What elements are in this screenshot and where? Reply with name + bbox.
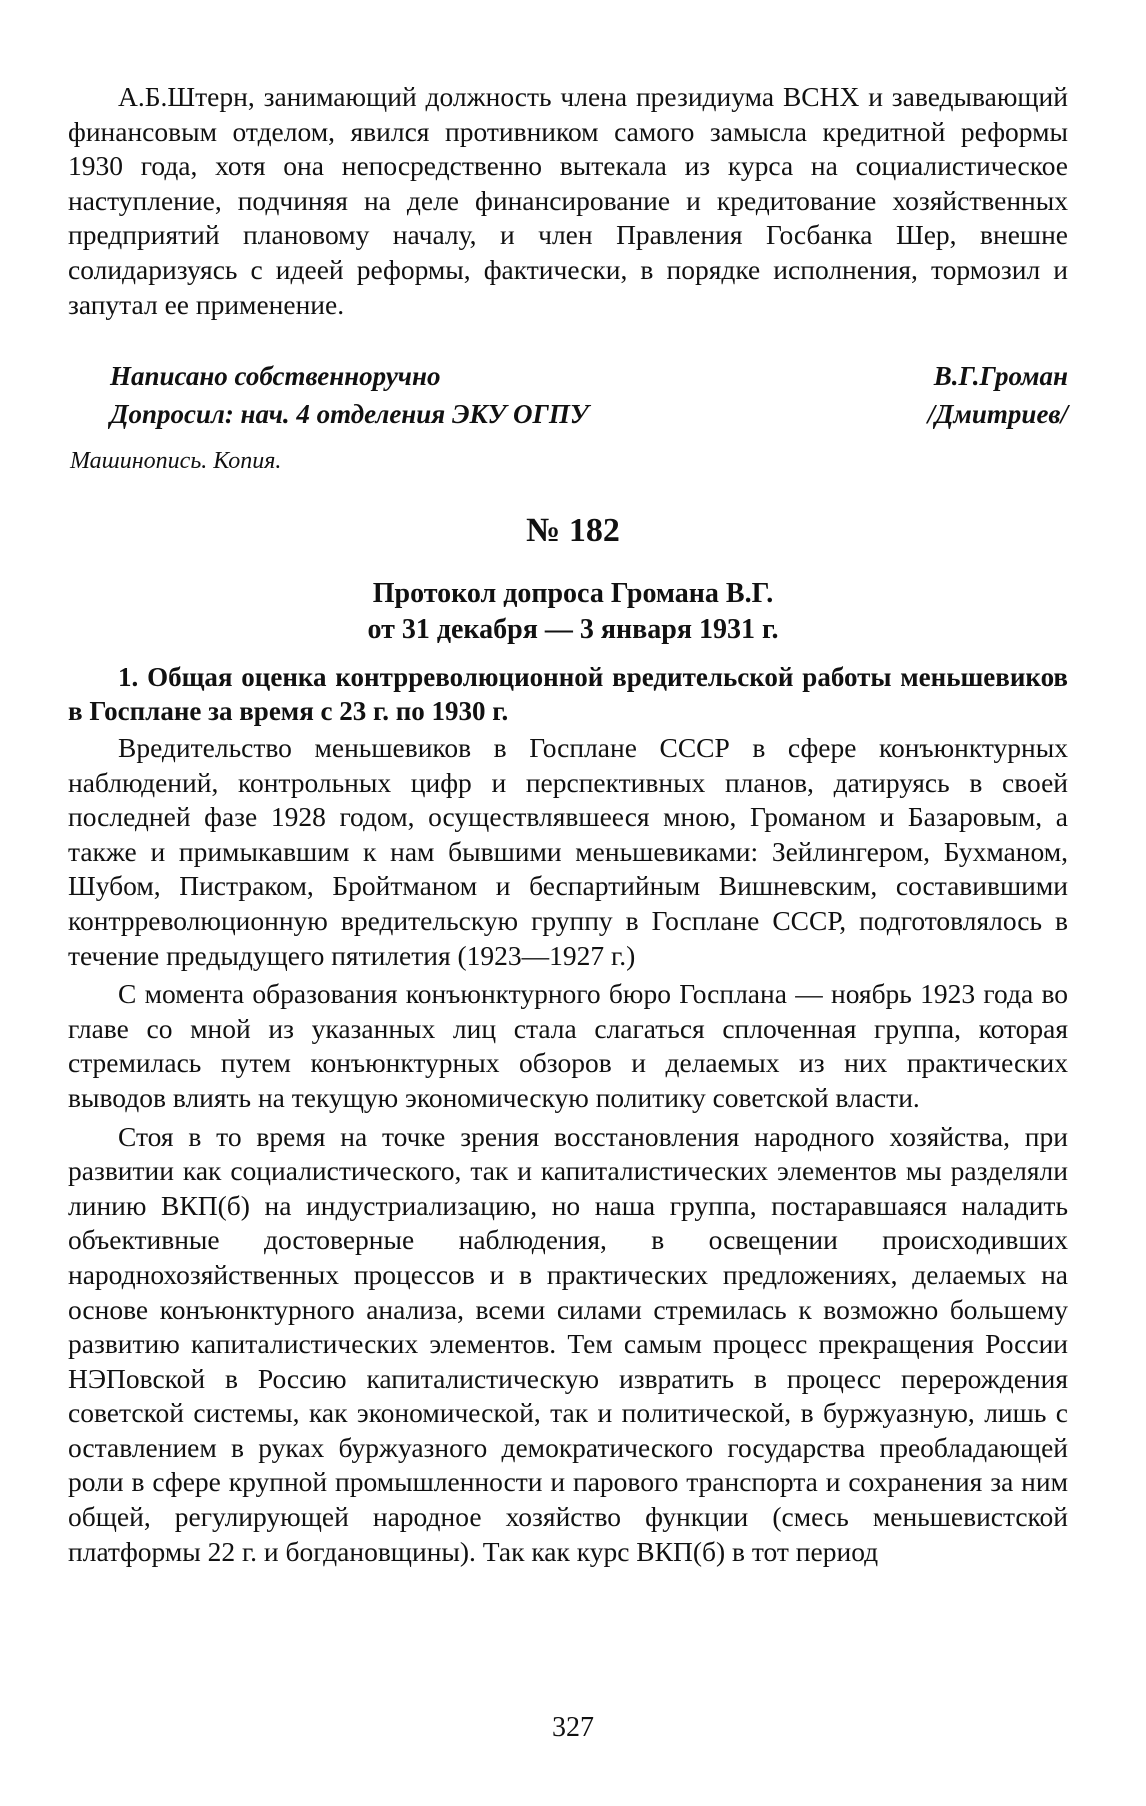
signature-interrogator: Допросил: нач. 4 отделения ЭКУ ОГПУ [110, 399, 589, 429]
page-number: 327 [552, 1712, 594, 1743]
signature-line-1 [110, 359, 1068, 393]
section-heading: 1. Общая оценка контрреволюционной вредительской работы меньшевиков в Госплане за время с 23 г. по 1930 г. [68, 662, 1068, 726]
top-paragraph: А.Б.Штерн, занимающий должность члена президиума ВСНХ и заведывающий финансовым отделом, явился противником самого замысла кредитной реформы 1930 года, хотя она непосредственно вытекала из курса на социалистическое наступление, подчиняя на деле финансирование и кредитование хозяйственных предприятий плановому началу, и член Правления Госбанка Шер, внешне солидаризуясь с идеей реформы, фактически, в порядке исполнения, тормозил и запутал ее применение. [68, 81, 1068, 320]
top-paragraph-block [68, 80, 1068, 322]
document-title-line-2: от 31 декабря — 3 января 1931 г. [367, 614, 779, 645]
source-note: Машинопись. Копия. [70, 448, 282, 474]
signature-line-2 [110, 397, 1068, 431]
body-paragraph-3: Стоя в то время на точке зрения восстановления народного хозяйства, при развитии как социалистического, так и капиталистических элементов мы разделяли линию ВКП(б) на индустриализацию, но наша группа, постаравшаяся наладить объективные достоверные наблюдения, в освещении происходивших народнохозяйственных процессов и в практических предложениях, делаемых на основе конъюнктурного анализа, всеми силами стремилась к возможно большему развитию капиталистических элементов. Тем самым процесс прекращения России НЭПовской в Россию капиталистическую извратить в процесс перерождения советской системы, как экономической, так и политической, в буржуазную, лишь с оставлением в руках буржуазного демократического государства преобладающей роли в сфере крупной промышленности и парового транспорта и сохранения за ним общей, регулирующей народное хозяйство функции (смесь меньшевистской платформы 22 г. и богдановщины). Так как курс ВКП(б) в тот период [68, 1120, 1068, 1567]
section-heading-block [68, 660, 1068, 728]
document-title [0, 576, 1146, 648]
document-title-line-1: Протокол допроса Громана В.Г. [372, 578, 774, 609]
document-number: № 182 [526, 512, 620, 549]
body-block [68, 731, 1068, 1569]
signature-author: В.Г.Громан [933, 361, 1068, 391]
body-paragraph-2: С момента образования конъюнктурного бюро Госплана — ноябрь 1923 года во главе со мной из указанных лиц стала слагаться сплоченная группа, которая стремилась путем конъюнктурных обзоров и делаемых из них практических выводов влиять на текущую экономическую политику советской власти. [68, 978, 1068, 1113]
signature-written-note: Написано собственноручно [110, 361, 441, 391]
signature-interrogator-name: /Дмитриев/ [927, 399, 1068, 429]
body-paragraph-1: Вредительство меньшевиков в Госплане СССР в сфере конъюнктурных наблюдений, контрольных цифр и перспективных планов, датируясь в своей последней фазе 1928 годом, осуществлявшееся мною, Громаном и Базаровым, а также и примыкавшим к нам бывшими меньшевиками: Зейлингером, Бухманом, Шубом, Пистраком, Бройтманом и беспартийным Вишневским, составившими контрреволюционную вредительскую группу в Госплане СССР, подготовлялось в течение предыдущего пятилетия (1923—1927 г.) [68, 732, 1068, 971]
